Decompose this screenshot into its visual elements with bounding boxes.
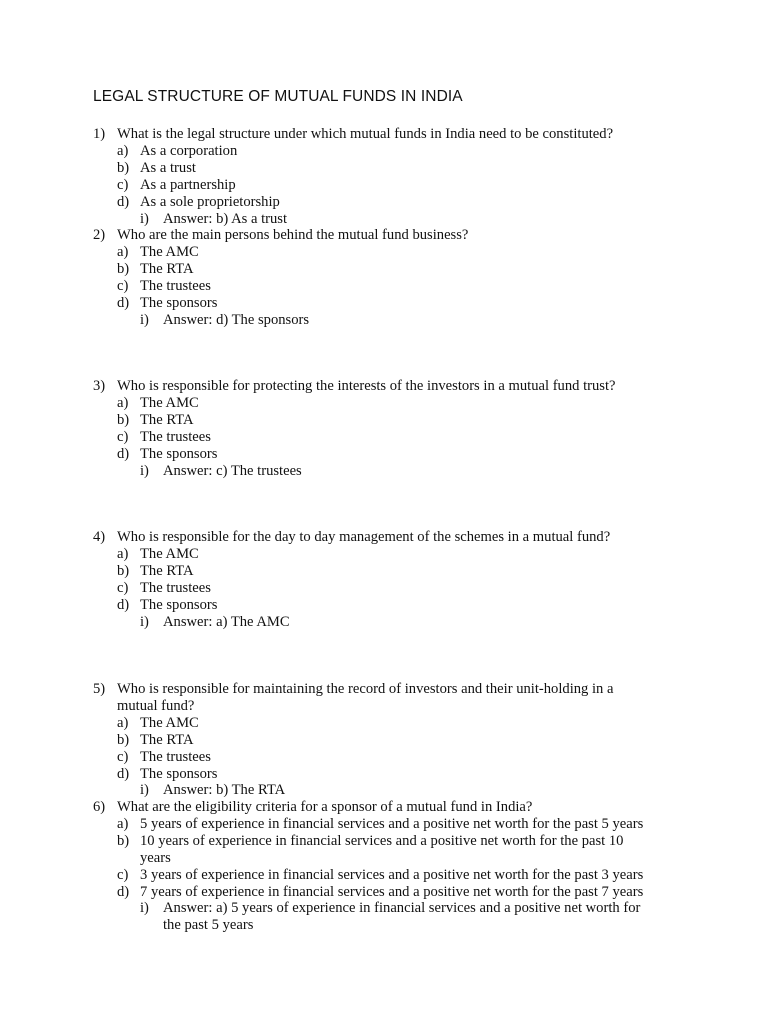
answer-label: i) — [140, 900, 149, 917]
option-text: The trustees — [140, 428, 211, 445]
answer-text: Answer: b) The RTA — [163, 782, 286, 799]
option-label: a) — [117, 815, 129, 832]
option-label: b) — [117, 562, 130, 579]
option-text: The trustees — [140, 579, 211, 596]
answer-label: i) — [140, 462, 149, 479]
option-text: The RTA — [140, 731, 194, 748]
answer-text: Answer: c) The trustees — [163, 462, 302, 479]
option-label: a) — [117, 714, 129, 731]
question-text: Who is responsible for maintaining the record of investors and their unit-holding in a — [117, 681, 614, 697]
answer-text: Answer: d) The sponsors — [163, 311, 310, 328]
option-text: The AMC — [140, 545, 199, 562]
option-label: a) — [117, 545, 129, 562]
question-label: 4) — [93, 529, 106, 545]
question-label: 1) — [93, 126, 106, 142]
answer-text: Answer: a) 5 years of experience in financial services and a positive net worth for — [163, 900, 641, 917]
option-label: c) — [117, 428, 129, 445]
option-text: 3 years of experience in financial services and a positive net worth for the past 3 years — [140, 866, 644, 883]
question-text: Who is responsible for the day to day management of the schemes in a mutual fund? — [117, 529, 611, 545]
question-text: mutual fund? — [117, 697, 195, 714]
answer-label: i) — [140, 311, 149, 328]
option-text: The RTA — [140, 411, 194, 428]
option-text: As a sole proprietorship — [140, 193, 280, 210]
option-label: c) — [117, 277, 129, 294]
answer-text: Answer: a) The AMC — [163, 613, 290, 630]
option-text: The trustees — [140, 748, 211, 765]
option-label: a) — [117, 142, 129, 159]
option-text: 5 years of experience in financial services and a positive net worth for the past 5 years — [140, 815, 644, 832]
question-label: 3) — [93, 378, 106, 394]
question-label: 2) — [93, 227, 106, 243]
option-label: d) — [117, 193, 130, 210]
option-label: d) — [117, 765, 130, 782]
option-label: b) — [117, 260, 130, 277]
option-text: The trustees — [140, 277, 211, 294]
option-text: 7 years of experience in financial services and a positive net worth for the past 7 years — [140, 883, 644, 900]
option-label: d) — [117, 596, 130, 613]
option-text: The RTA — [140, 260, 194, 277]
option-text: As a trust — [140, 159, 196, 176]
question-text: What are the eligibility criteria for a sponsor of a mutual fund in India? — [117, 799, 533, 815]
option-label: b) — [117, 159, 130, 176]
option-label: d) — [117, 294, 130, 311]
question-text: What is the legal structure under which mutual funds in India need to be constituted? — [117, 126, 614, 142]
question-text: Who is responsible for protecting the interests of the investors in a mutual fund trust? — [117, 378, 616, 394]
option-label: c) — [117, 176, 129, 193]
option-text: The sponsors — [140, 596, 218, 613]
page-title: LEGAL STRUCTURE OF MUTUAL FUNDS IN INDIA — [93, 88, 463, 105]
question-label: 5) — [93, 681, 106, 697]
option-text: years — [140, 849, 171, 866]
answer-label: i) — [140, 210, 149, 227]
option-label: d) — [117, 883, 130, 900]
option-text: 10 years of experience in financial services and a positive net worth for the past 10 — [140, 832, 624, 849]
option-label: a) — [117, 243, 129, 260]
option-label: a) — [117, 394, 129, 411]
option-label: b) — [117, 411, 130, 428]
option-text: The sponsors — [140, 765, 218, 782]
answer-text: Answer: b) As a trust — [163, 210, 288, 227]
option-text: The RTA — [140, 562, 194, 579]
answer-label: i) — [140, 782, 149, 799]
option-label: b) — [117, 832, 130, 849]
option-label: c) — [117, 748, 129, 765]
question-label: 6) — [93, 799, 106, 815]
option-text: As a corporation — [140, 142, 238, 159]
option-label: c) — [117, 579, 129, 596]
option-text: The AMC — [140, 394, 199, 411]
option-label: d) — [117, 445, 130, 462]
answer-text: the past 5 years — [163, 917, 254, 934]
option-label: c) — [117, 866, 129, 883]
option-text: The sponsors — [140, 445, 218, 462]
answer-label: i) — [140, 613, 149, 630]
option-text: The sponsors — [140, 294, 218, 311]
option-text: The AMC — [140, 243, 199, 260]
option-text: The AMC — [140, 714, 199, 731]
option-label: b) — [117, 731, 130, 748]
option-text: As a partnership — [140, 176, 236, 193]
question-text: Who are the main persons behind the mutual fund business? — [117, 227, 469, 243]
